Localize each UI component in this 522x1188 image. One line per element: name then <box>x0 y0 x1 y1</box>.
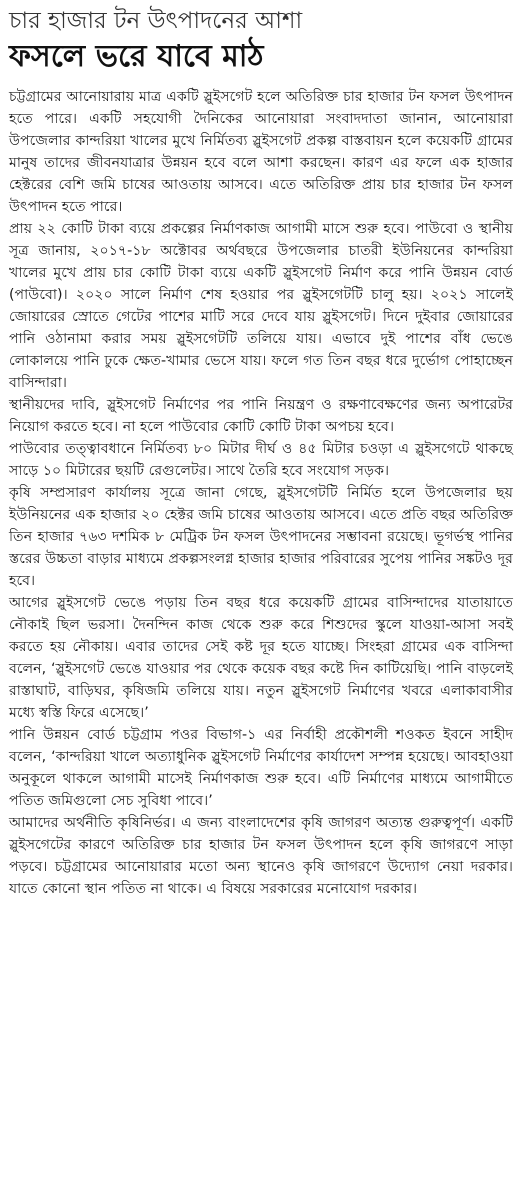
article-paragraph: পানি উন্নয়ন বোর্ড চট্টগ্রাম পওর বিভাগ-১ এর নির্বাহী প্রকৌশলী শওকত ইবনে সাহীদ বলেন, ‘কান্দরিয়া খালে অত্যাধুনিক স্লুইসগেট নির্মাণের কার্যাদেশ সম্পন্ন হয়েছে। আবহাওয়া অনুকূলে থাকলে আগামী মাসেই নির্মাণকাজ শুরু হবে। এটি নির্মাণের মাধ্যমে আগামীতে পতিত জমিগুলো সেচ সুবিধা পাবে।’ <box>9 727 513 809</box>
article-headline: ফসলে ভরে যাবে মাঠ <box>9 39 264 74</box>
article-paragraph: পাউবোর তত্ত্বাবধানে নির্মিতব্য ৮০ মিটার দীর্ঘ ও ৪৫ মিটার চওড়া এ স্লুইসগেটে থাকছে সাড়ে ১০ মিটারের ছয়টি রেগুলেটর। সাথে তৈরি হবে সংযোগ সড়ক। <box>9 441 513 479</box>
article-paragraph: আমাদের অর্থনীতি কৃষিনির্ভর। এ জন্য বাংলাদেশের কৃষি জাগরণ অত্যন্ত গুরুত্বপূর্ণ। একটি স্লুইসগেটের কারণে অতিরিক্ত চার হাজার টন ফসল উৎপাদন হলে কৃষি জাগরণে সাড়া পড়বে। চট্টগ্রামের আনোয়ারার মতো অন্য স্থানেও কৃষি জাগরণে উদ্যোগ নেয়া দরকার। যাতে কোনো স্থান পতিত না থাকে। এ বিষয়ে সরকারের মনোযোগ দরকার। <box>9 815 513 897</box>
article-paragraph: প্রায় ২২ কোটি টাকা ব্যয়ে প্রকল্পের নির্মাণকাজ আগামী মাসে শুরু হবে। পাউবো ও স্থানীয় সূত্র জানায়, ২০১৭-১৮ অক্টোবর অর্থবছরে উপজেলার চাতরী ইউনিয়নের কান্দরিয়া খালের মুখে প্রায় চার কোটি টাকা ব্যয়ে একটি স্লুইসগেট নির্মাণ করে পানি উন্নয়ন বোর্ড (পাউবো)। ২০২০ সালে নির্মাণ শেষ হওয়ার পর স্লুইসগেটটি চালু হয়। ২০২১ সালেই জোয়ারের স্রোতে গেটের পাশের মাটি সরে দেবে যায় স্লুইসগেট। দিনে দুইবার জোয়ারের পানি ওঠানামা করার সময় স্লুইসগেটটি তলিয়ে যায়। এভাবে দুই পাশের বাঁধ ভেঙে লোকালয়ে পানি ঢুকে ক্ষেত-খামার ভেসে যায়। ফলে গত তিন বছর ধরে দুর্ভোগ পোহাচ্ছেন বাসিন্দারা। <box>9 221 513 391</box>
article-paragraph: কৃষি সম্প্রসারণ কার্যালয় সূত্রে জানা গেছে, স্লুইসগেটটি নির্মিত হলে উপজেলার ছয় ইউনিয়নের এক হাজার ২০ হেক্টর জমি চাষের আওতায় আসবে। এতে প্রতি বছর অতিরিক্ত তিন হাজার ৭৬৩ দশমিক ৮ মেট্রিক টন ফসল উৎপাদনের সম্ভাবনা রয়েছে। ভূগর্ভস্থ পানির স্তরের উচ্চতা বাড়ার মাধ্যমে প্রকল্পসংলগ্ন হাজার হাজার পরিবারের সুপেয় পানির সঙ্কটও দূর হবে। <box>9 485 513 589</box>
article-kicker: চার হাজার টন উৎপাদনের আশা <box>9 8 303 34</box>
article-paragraph: চট্টগ্রামের আনোয়ারায় মাত্র একটি স্লুইসগেট হলে অতিরিক্ত চার হাজার টন ফসল উৎপাদন হতে পারে। একটি সহযোগী দৈনিকের আনোয়ারা সংবাদদাতা জানান, আনোয়ারা উপজেলার কান্দরিয়া খালের মুখে নির্মিতব্য স্লুইসগেট প্রকল্প বাস্তবায়ন হলে কয়েকটি গ্রামের মানুষ তাদের জীবনযাত্রার উন্নয়ন হবে বলে আশা করছেন। কারণ এর ফলে এক হাজার হেক্টরের বেশি জমি চাষের আওতায় আসবে। এতে অতিরিক্ত প্রায় চার হাজার টন ফসল উৎপাদন হতে পারে। <box>9 89 513 215</box>
article-paragraph: আগের স্লুইসগেট ভেঙে পড়ায় তিন বছর ধরে কয়েকটি গ্রামের বাসিন্দাদের যাতায়াতে নৌকাই ছিল ভরসা। দৈনন্দিন কাজ থেকে শুরু করে শিশুদের স্কুলে যাওয়া-আসা সবই করতে হয় নৌকায়। এবার তাদের সেই কষ্ট দূর হতে যাচ্ছে। সিংহরা গ্রামের এক বাসিন্দা বলেন, ‘স্লুইসগেট ভেঙে যাওয়ার পর থেকে কয়েক বছর কষ্টে দিন কাটিয়েছি। পানি বাড়লেই রাস্তাঘাট, বাড়িঘর, কৃষিজমি তলিয়ে যায়। নতুন স্লুইসগেট নির্মাণের খবরে এলাকাবাসীর মধ্যে স্বস্তি ফিরে এসেছে।’ <box>9 595 513 721</box>
article-paragraph: স্থানীয়দের দাবি, স্লুইসগেট নির্মাণের পর পানি নিয়ন্ত্রণ ও রক্ষণাবেক্ষণের জন্য অপারেটর নিয়োগ করতে হবে। না হলে পাউবোর কোটি কোটি টাকা অপচয় হবে। <box>9 397 513 435</box>
article-body <box>9 86 513 900</box>
